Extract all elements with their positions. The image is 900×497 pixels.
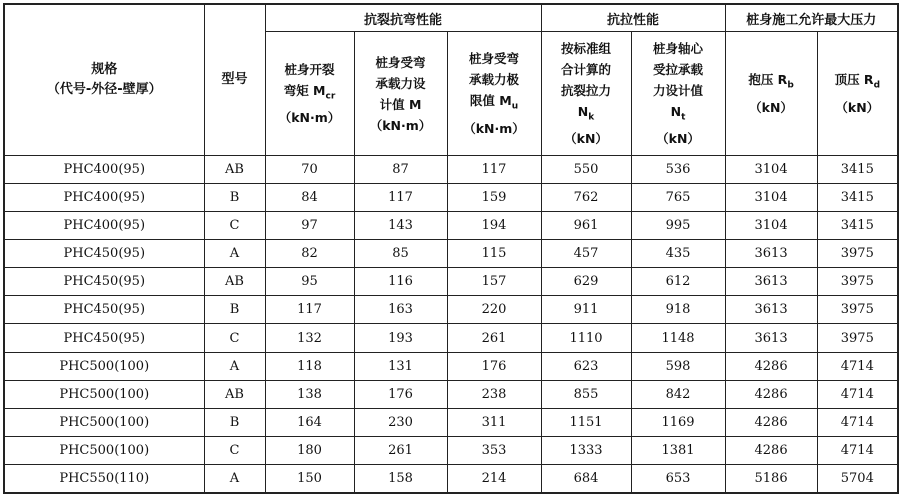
table-cell: 684 bbox=[541, 464, 631, 493]
table-cell: 143 bbox=[354, 212, 447, 240]
table-cell: 765 bbox=[631, 184, 725, 212]
table-cell: 995 bbox=[631, 212, 725, 240]
table-cell: B bbox=[204, 184, 265, 212]
table-cell: 138 bbox=[265, 380, 354, 408]
table-cell: 97 bbox=[265, 212, 354, 240]
table-row bbox=[4, 240, 898, 268]
table-cell: 3104 bbox=[725, 184, 817, 212]
table-cell: 4286 bbox=[725, 436, 817, 464]
table-cell: 629 bbox=[541, 268, 631, 296]
table-cell: 3975 bbox=[817, 324, 898, 352]
table-cell: 855 bbox=[541, 380, 631, 408]
table-cell: 159 bbox=[447, 184, 541, 212]
table-cell: 3975 bbox=[817, 240, 898, 268]
table-row bbox=[4, 156, 898, 184]
table-cell: PHC450(95) bbox=[4, 324, 204, 352]
table-cell: 194 bbox=[447, 212, 541, 240]
table-cell: 157 bbox=[447, 268, 541, 296]
table-row bbox=[4, 296, 898, 324]
table-cell: 238 bbox=[447, 380, 541, 408]
table-cell: B bbox=[204, 296, 265, 324]
table-cell: 598 bbox=[631, 352, 725, 380]
table-cell: 117 bbox=[265, 296, 354, 324]
table-cell: 3975 bbox=[817, 296, 898, 324]
header-group-bending: 抗裂抗弯性能 bbox=[265, 4, 541, 32]
table-cell: 3104 bbox=[725, 212, 817, 240]
header-design-moment: 桩身受弯 承载力设 计值 M （kN·m） bbox=[354, 32, 447, 156]
header-top-press: 顶压 $R_d$ （kN） bbox=[817, 32, 898, 156]
table-cell: 4714 bbox=[817, 352, 898, 380]
header-std-tension: 按标准组 合计算的 抗裂拉力 $N_k$ （kN） bbox=[541, 32, 631, 156]
table-cell: 3104 bbox=[725, 156, 817, 184]
header-crack-moment: 桩身开裂 弯矩 $M_{cr}$ （kN·m） bbox=[265, 32, 354, 156]
table-cell: 131 bbox=[354, 352, 447, 380]
table-cell: A bbox=[204, 240, 265, 268]
table-cell: PHC400(95) bbox=[4, 156, 204, 184]
table-cell: C bbox=[204, 324, 265, 352]
table-cell: 1151 bbox=[541, 408, 631, 436]
header-type: 型号 bbox=[204, 4, 265, 156]
table-cell: 115 bbox=[447, 240, 541, 268]
table-cell: 84 bbox=[265, 184, 354, 212]
header-limit-moment: 桩身受弯 承载力极 限值 $M_u$ （kN·m） bbox=[447, 32, 541, 156]
table-row bbox=[4, 408, 898, 436]
header-spec: 规格 （代号-外径-壁厚） bbox=[4, 4, 204, 156]
table-cell: 230 bbox=[354, 408, 447, 436]
table-cell: 3415 bbox=[817, 156, 898, 184]
table-cell: 3415 bbox=[817, 212, 898, 240]
table-cell: 1381 bbox=[631, 436, 725, 464]
table-cell: 1110 bbox=[541, 324, 631, 352]
table-cell: 164 bbox=[265, 408, 354, 436]
table-row bbox=[4, 436, 898, 464]
table-cell: 158 bbox=[354, 464, 447, 493]
table-cell: PHC450(95) bbox=[4, 268, 204, 296]
table-cell: PHC500(100) bbox=[4, 436, 204, 464]
table-cell: 85 bbox=[354, 240, 447, 268]
table-row bbox=[4, 324, 898, 352]
table-cell: 623 bbox=[541, 352, 631, 380]
table-cell: C bbox=[204, 436, 265, 464]
table-cell: PHC400(95) bbox=[4, 184, 204, 212]
header-hold-press: 抱压 $R_b$ （kN） bbox=[725, 32, 817, 156]
table-cell: PHC450(95) bbox=[4, 240, 204, 268]
table-cell: PHC400(95) bbox=[4, 212, 204, 240]
table-cell: 117 bbox=[354, 184, 447, 212]
table-row bbox=[4, 380, 898, 408]
table-cell: 918 bbox=[631, 296, 725, 324]
table-cell: 4714 bbox=[817, 380, 898, 408]
table-cell: 612 bbox=[631, 268, 725, 296]
table-cell: 353 bbox=[447, 436, 541, 464]
table-cell: 176 bbox=[447, 352, 541, 380]
table-cell: 3613 bbox=[725, 268, 817, 296]
table-cell: AB bbox=[204, 268, 265, 296]
table-cell: 4286 bbox=[725, 408, 817, 436]
table-cell: A bbox=[204, 352, 265, 380]
table-cell: 70 bbox=[265, 156, 354, 184]
table-cell: PHC500(100) bbox=[4, 352, 204, 380]
table-cell: 180 bbox=[265, 436, 354, 464]
table-cell: 3415 bbox=[817, 184, 898, 212]
table-cell: A bbox=[204, 464, 265, 493]
table-cell: 117 bbox=[447, 156, 541, 184]
table-row bbox=[4, 184, 898, 212]
table-cell: 842 bbox=[631, 380, 725, 408]
table-cell: 118 bbox=[265, 352, 354, 380]
table-cell: PHC500(100) bbox=[4, 380, 204, 408]
table-cell: 176 bbox=[354, 380, 447, 408]
table-cell: PHC450(95) bbox=[4, 296, 204, 324]
table-cell: 435 bbox=[631, 240, 725, 268]
table-row bbox=[4, 268, 898, 296]
table-cell: 536 bbox=[631, 156, 725, 184]
table-cell: 3613 bbox=[725, 296, 817, 324]
table-cell: 87 bbox=[354, 156, 447, 184]
table-cell: AB bbox=[204, 156, 265, 184]
table-cell: 311 bbox=[447, 408, 541, 436]
table-cell: 214 bbox=[447, 464, 541, 493]
table-row bbox=[4, 464, 898, 493]
table-cell: 4286 bbox=[725, 380, 817, 408]
table-cell: 5704 bbox=[817, 464, 898, 493]
table-cell: 961 bbox=[541, 212, 631, 240]
table-cell: AB bbox=[204, 380, 265, 408]
table-cell: 261 bbox=[447, 324, 541, 352]
table-cell: 150 bbox=[265, 464, 354, 493]
table-cell: 4286 bbox=[725, 352, 817, 380]
table-cell: 653 bbox=[631, 464, 725, 493]
table-cell: 550 bbox=[541, 156, 631, 184]
table-cell: PHC500(100) bbox=[4, 408, 204, 436]
table-cell: 911 bbox=[541, 296, 631, 324]
pile-spec-table bbox=[3, 3, 899, 494]
table-cell: 220 bbox=[447, 296, 541, 324]
table-cell: 1169 bbox=[631, 408, 725, 436]
table-cell: 4714 bbox=[817, 408, 898, 436]
table-cell: 5186 bbox=[725, 464, 817, 493]
table-cell: B bbox=[204, 408, 265, 436]
table-cell: 1148 bbox=[631, 324, 725, 352]
table-cell: 3613 bbox=[725, 324, 817, 352]
table-cell: 4714 bbox=[817, 436, 898, 464]
header-group-pressure: 桩身施工允许最大压力 bbox=[725, 4, 898, 32]
table-cell: 163 bbox=[354, 296, 447, 324]
table-cell: 3613 bbox=[725, 240, 817, 268]
table-cell: 762 bbox=[541, 184, 631, 212]
table-cell: 82 bbox=[265, 240, 354, 268]
table-cell: 132 bbox=[265, 324, 354, 352]
table-cell: PHC550(110) bbox=[4, 464, 204, 493]
table-cell: 116 bbox=[354, 268, 447, 296]
table-cell: 95 bbox=[265, 268, 354, 296]
header-axial-tension: 桩身轴心 受拉承载 力设计值 $N_t$ （kN） bbox=[631, 32, 725, 156]
header-group-tension: 抗拉性能 bbox=[541, 4, 725, 32]
table-cell: 3975 bbox=[817, 268, 898, 296]
table-cell: 457 bbox=[541, 240, 631, 268]
table-cell: 1333 bbox=[541, 436, 631, 464]
table-cell: 193 bbox=[354, 324, 447, 352]
table-cell: 261 bbox=[354, 436, 447, 464]
table-row bbox=[4, 212, 898, 240]
table-row bbox=[4, 352, 898, 380]
table-cell: C bbox=[204, 212, 265, 240]
